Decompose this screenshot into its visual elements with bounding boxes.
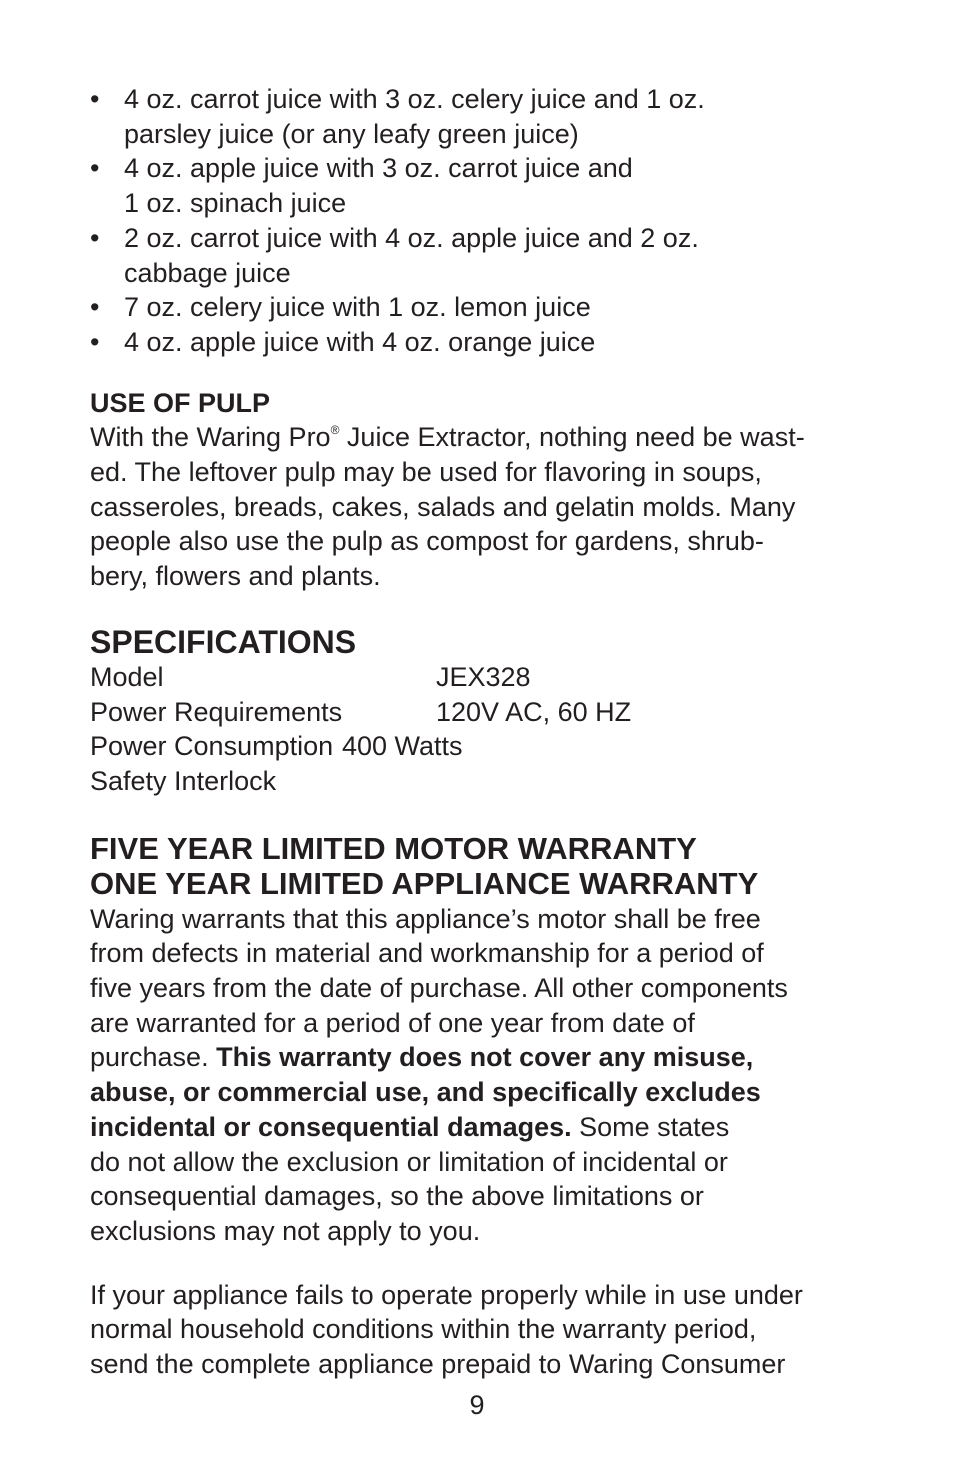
- bullet-icon: •: [90, 292, 100, 323]
- juice-combination-list: [90, 82, 890, 360]
- paragraph-line: ed. The leftover pulp may be used for flavoring in soups,: [90, 457, 762, 488]
- text-run: purchase.: [90, 1042, 217, 1073]
- list-item: [90, 325, 890, 360]
- warranty-heading: [90, 831, 890, 901]
- paragraph-line: from defects in material and workmanship for a period of: [90, 938, 764, 969]
- paragraph-line: [90, 420, 890, 455]
- paragraph-line: send the complete appliance prepaid to Waring Consumer: [90, 1349, 786, 1380]
- page-number: 9: [469, 1390, 485, 1420]
- paragraph-line: normal household conditions within the warranty period,: [90, 1314, 757, 1345]
- manual-page: [90, 82, 890, 1382]
- paragraph-line: abuse, or commercial use, and specifically excludes: [90, 1077, 761, 1108]
- spec-label: Safety Interlock: [90, 765, 277, 796]
- paragraph-line: people also use the pulp as compost for gardens, shrub-: [90, 526, 764, 557]
- spec-value: 400 Watts: [342, 731, 463, 762]
- list-item: [90, 221, 890, 290]
- text-run: Some states: [571, 1111, 730, 1142]
- list-item: [90, 82, 890, 151]
- paragraph-line: are warranted for a period of one year from date of: [90, 1007, 695, 1038]
- paragraph-line: do not allow the exclusion or limitation of incidental or: [90, 1146, 728, 1177]
- paragraph-line: Waring warrants that this appliance’s motor shall be free: [90, 903, 761, 934]
- paragraph-line: five years from the date of purchase. All other components: [90, 973, 788, 1003]
- spec-row-power-consumption: [90, 729, 890, 764]
- text-run: With the Waring Pro: [90, 422, 331, 453]
- paragraph-line: exclusions may not apply to you.: [90, 1215, 481, 1246]
- list-item-line: 4 oz. apple juice with 3 oz. carrot juice and: [124, 153, 633, 184]
- paragraph-line: [90, 1110, 890, 1145]
- spec-label: Power Requirements: [90, 696, 343, 727]
- paragraph-line: If your appliance fails to operate properly while in use under: [90, 1279, 803, 1310]
- warranty-service-paragraph: [90, 1278, 890, 1382]
- paragraph-line: bery, flowers and plants.: [90, 561, 381, 592]
- bullet-icon: •: [90, 222, 100, 253]
- spec-value: JEX328: [436, 661, 531, 692]
- bold-text-run: This warranty does not cover any misuse,: [216, 1042, 754, 1073]
- paragraph-line: consequential damages, so the above limitations or: [90, 1181, 704, 1212]
- spec-label: Model: [90, 661, 164, 692]
- text-run: Juice Extractor, nothing need be wast-: [339, 422, 805, 453]
- spec-value: 120V AC, 60 HZ: [436, 696, 632, 727]
- list-item-line: 4 oz. apple juice with 4 oz. orange juice: [124, 326, 596, 357]
- registered-mark: ®: [330, 423, 340, 438]
- list-item-line: parsley juice (or any leafy green juice): [124, 118, 579, 149]
- list-item: [90, 151, 890, 220]
- list-item-line: 2 oz. carrot juice with 4 oz. apple juice and 2 oz.: [124, 222, 699, 253]
- spec-row-power-requirements: [90, 695, 890, 730]
- specifications-heading: SPECIFICATIONS: [90, 623, 357, 660]
- bullet-icon: •: [90, 153, 100, 184]
- warranty-paragraph: [90, 902, 890, 1249]
- paragraph-line: [90, 1040, 890, 1075]
- bold-text-run: incidental or consequential damages.: [90, 1111, 572, 1142]
- use-of-pulp-paragraph: [90, 420, 890, 594]
- list-item: [90, 290, 890, 325]
- use-of-pulp-heading: USE OF PULP: [90, 387, 271, 418]
- warranty-heading-line: FIVE YEAR LIMITED MOTOR WARRANTY: [90, 830, 697, 866]
- spec-label: Power Consumption: [90, 731, 334, 762]
- list-item-line: 7 oz. celery juice with 1 oz. lemon juice: [124, 292, 591, 323]
- specifications-table: [90, 660, 890, 799]
- bullet-icon: •: [90, 84, 100, 114]
- bullet-icon: •: [90, 326, 100, 357]
- list-item-line: cabbage juice: [124, 257, 291, 288]
- warranty-heading-line: ONE YEAR LIMITED APPLIANCE WARRANTY: [90, 865, 759, 901]
- list-item-line: 1 oz. spinach juice: [124, 188, 347, 219]
- spec-row-safety-interlock: [90, 764, 890, 799]
- spec-row-model: [90, 660, 890, 695]
- paragraph-line: casseroles, breads, cakes, salads and gelatin molds. Many: [90, 491, 796, 522]
- list-item-line: 4 oz. carrot juice with 3 oz. celery juice and 1 oz.: [124, 84, 705, 114]
